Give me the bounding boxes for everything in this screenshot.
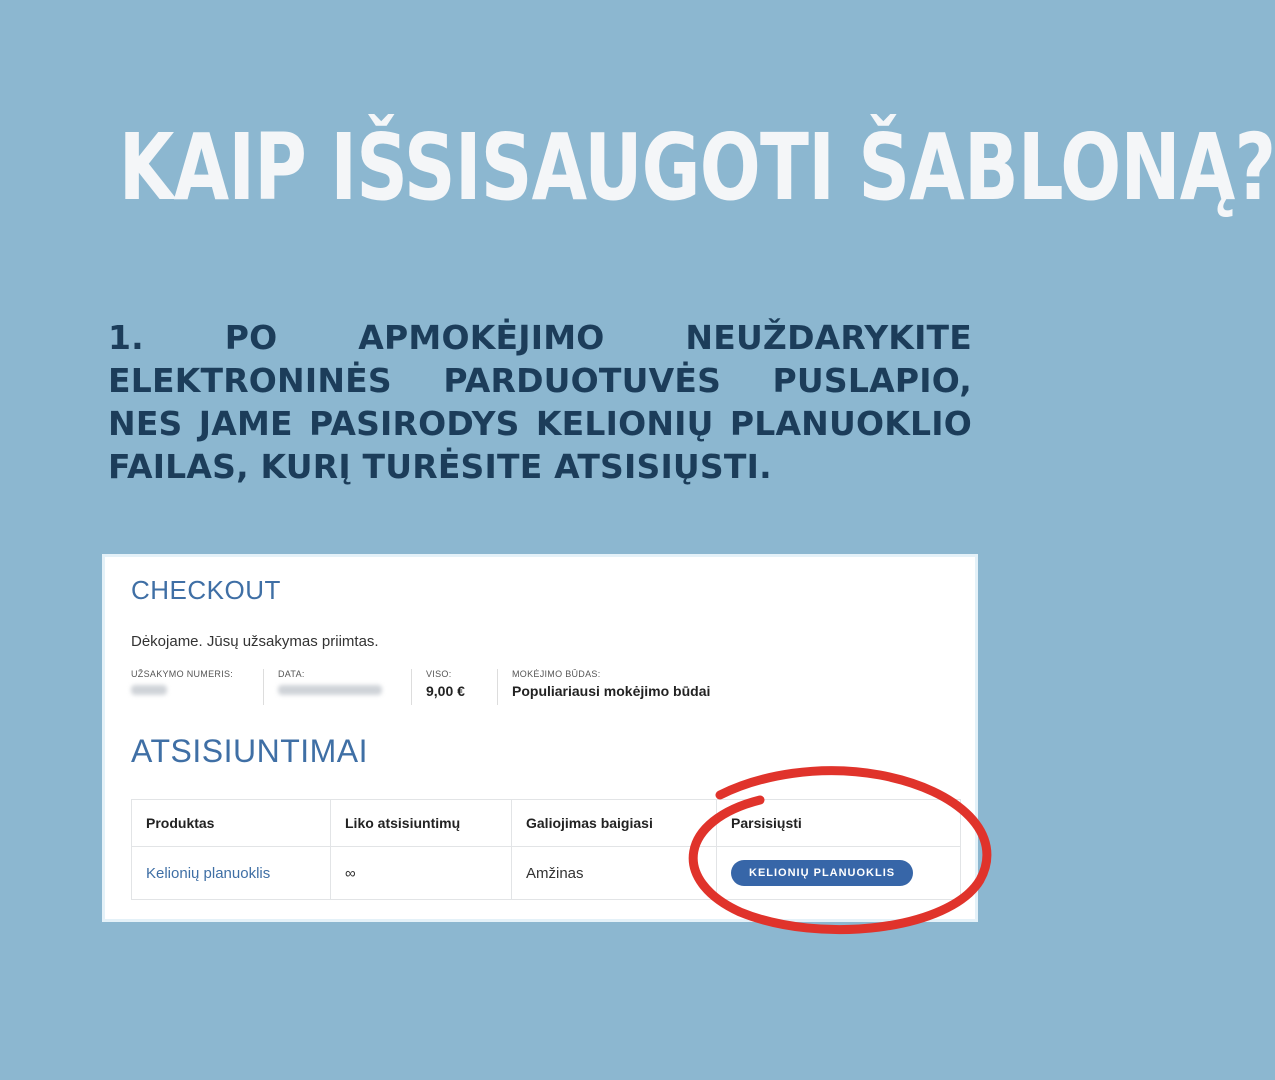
table-header-row bbox=[132, 800, 961, 847]
downloads-table bbox=[131, 799, 961, 900]
column-header: Parsisiųsti bbox=[717, 800, 961, 847]
order-date-label: DATA: bbox=[278, 669, 305, 679]
downloads-title: ATSISIUNTIMAI bbox=[131, 733, 369, 769]
download-button[interactable]: KELIONIŲ PLANUOKLIS bbox=[731, 860, 913, 886]
expiry: Amžinas bbox=[512, 847, 717, 900]
checkout-screenshot bbox=[102, 554, 978, 922]
payment-method-value: Populiariausi mokėjimo būdai bbox=[512, 683, 711, 699]
order-date-redacted bbox=[278, 685, 382, 695]
remaining-downloads: ∞ bbox=[331, 847, 512, 900]
thank-you-message: Dėkojame. Jūsų užsakymas priimtas. bbox=[131, 633, 379, 650]
order-total-value: 9,00 € bbox=[426, 683, 465, 699]
instruction-text: 1. PO APMOKĖJIMO NEUŽDARYKITE ELEKTRONINĖS PARDUOTUVĖS PUSLAPIO, NES JAME PASIRODYS KELIONIŲ PLANUOKLIO FAILAS, KURĮ TURĖSITE ATSISIŲSTI. bbox=[108, 318, 972, 486]
product-link[interactable]: Kelionių planuoklis bbox=[132, 847, 331, 900]
payment-method bbox=[497, 669, 710, 705]
order-date bbox=[263, 669, 382, 705]
headline: KAIP IŠSISAUGOTI ŠABLONĄ? bbox=[118, 114, 1275, 221]
payment-method-label: MOKĖJIMO BŪDAS: bbox=[512, 669, 601, 679]
column-header: Liko atsisiuntimų bbox=[331, 800, 512, 847]
order-number bbox=[131, 669, 233, 695]
order-number-redacted bbox=[131, 685, 167, 695]
order-total bbox=[411, 669, 465, 705]
order-number-label: UŽSAKYMO NUMERIS: bbox=[131, 669, 234, 679]
column-header: Produktas bbox=[132, 800, 331, 847]
checkout-title: CHECKOUT bbox=[131, 575, 281, 605]
order-total-label: VISO: bbox=[426, 669, 452, 679]
column-header: Galiojimas baigiasi bbox=[512, 800, 717, 847]
table-row bbox=[132, 847, 961, 900]
download-cell bbox=[717, 847, 961, 900]
